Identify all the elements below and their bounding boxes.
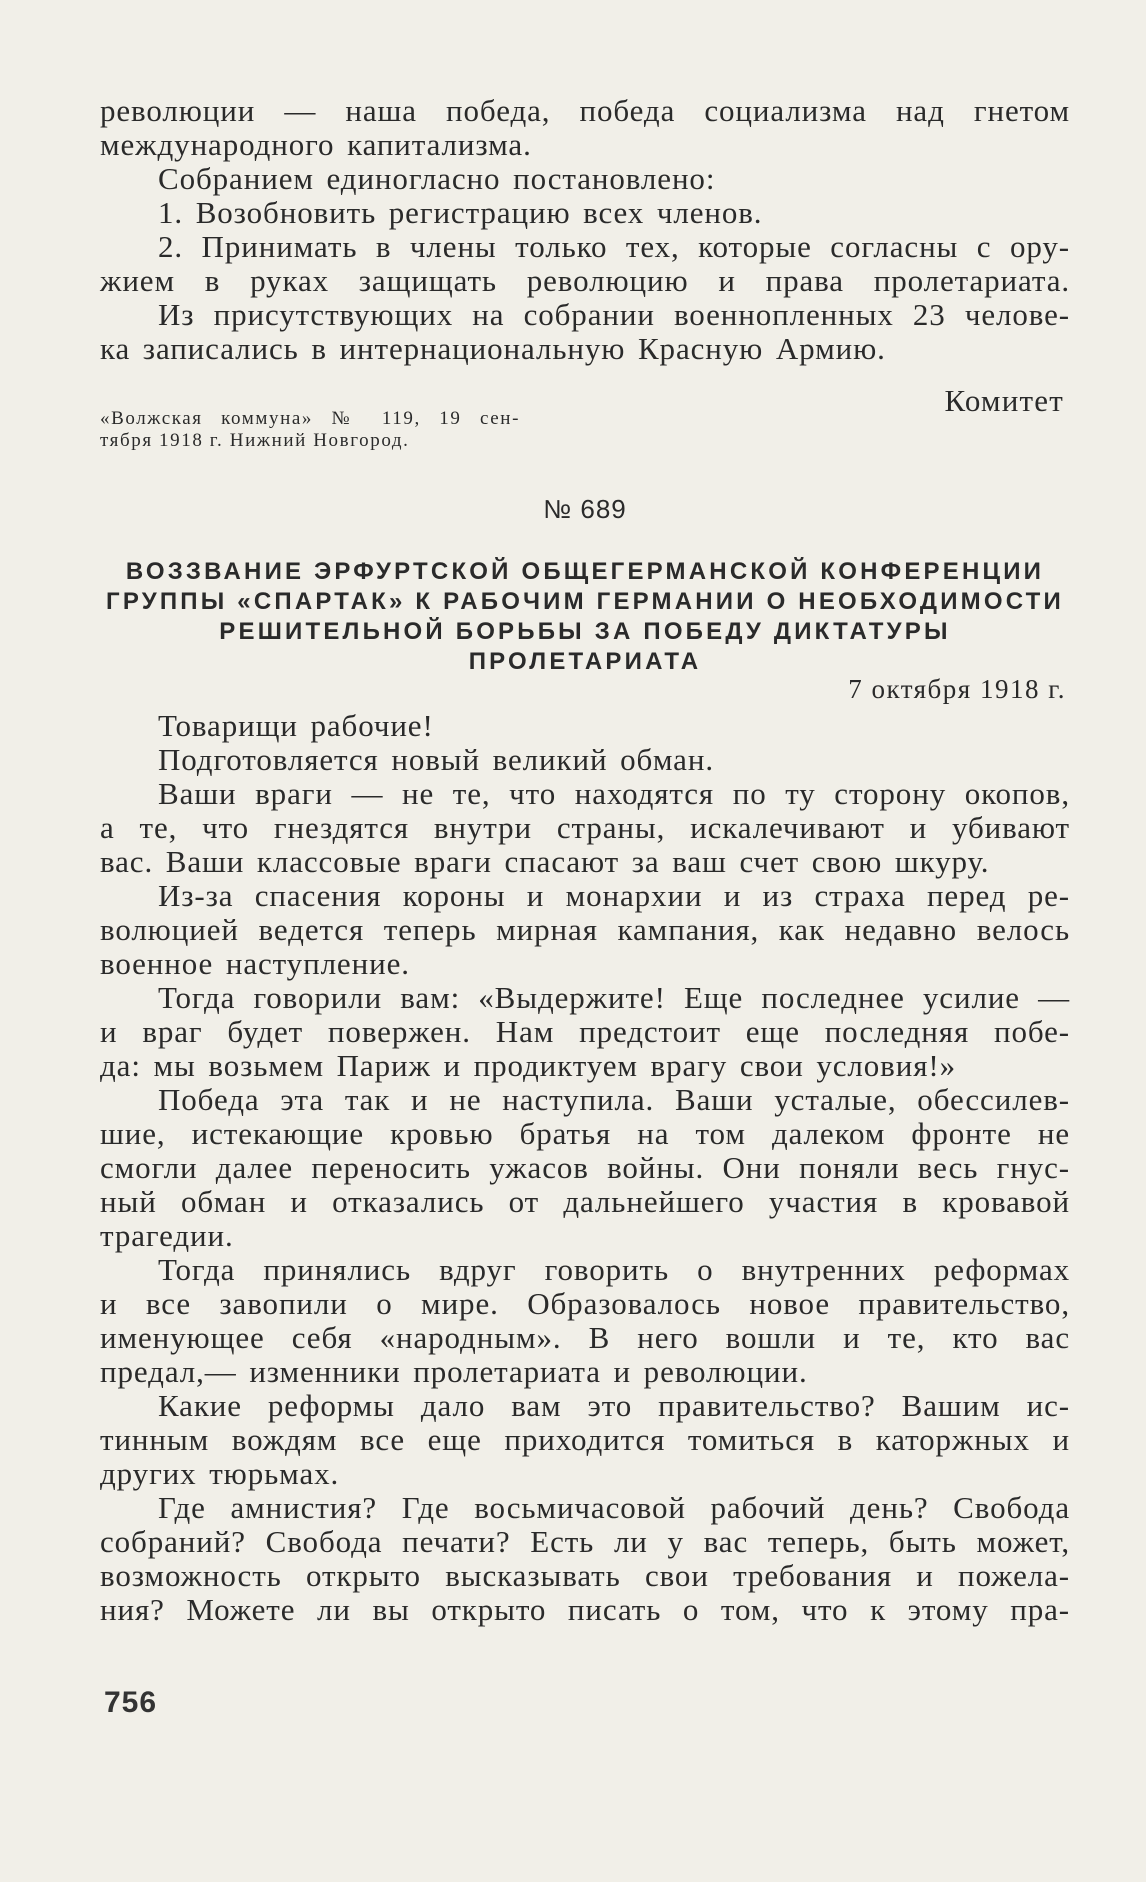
title-line: ГРУППЫ «СПАРТАК» К РАБОЧИМ ГЕРМАНИИ О НЕОБХОДИМОСТИ: [106, 588, 1064, 615]
intro-section: [100, 94, 1070, 366]
text-line: и враг будет повержен. Нам предстоит еще последняя побе-: [100, 1014, 1070, 1049]
text-line: 2. Принимать в члены только тех, которые согласны с ору-: [158, 229, 1070, 264]
text-line: возможность открыто высказывать свои требования и пожела-: [100, 1558, 1070, 1593]
text-line: Собранием единогласно постановлено:: [158, 161, 716, 196]
text-line: собраний? Свобода печати? Есть ли у вас теперь, быть может,: [100, 1524, 1070, 1559]
text-line: Ваши враги — не те, что находятся по ту сторону окопов,: [158, 776, 1070, 811]
text-line: именующее себя «народным». В него вошли и те, кто вас: [100, 1320, 1070, 1355]
text-line: ния? Можете ли вы открыто писать о том, что к этому пра-: [100, 1592, 1070, 1627]
text-line: 1. Возобновить регистрацию всех членов.: [158, 195, 763, 230]
text-line: Где амнистия? Где восьмичасовой рабочий день? Свобода: [158, 1490, 1070, 1525]
text-line: ка записались в интернациональную Красную Армию.: [100, 331, 886, 366]
title-line: ПРОЛЕТАРИАТА: [468, 648, 702, 675]
text-line: Победа эта так и не наступила. Ваши усталые, обессилев-: [158, 1082, 1070, 1117]
text-line: Подготовляется новый великий обман.: [158, 742, 714, 777]
text-line: Тогда говорили вам: «Выдержите! Еще последнее усилие —: [158, 980, 1070, 1015]
body-text: [100, 709, 1070, 1627]
title-line: ВОЗЗВАНИЕ ЭРФУРТСКОЙ ОБЩЕГЕРМАНСКОЙ КОНФЕРЕНЦИИ: [125, 558, 1045, 585]
signature: Комитет: [944, 383, 1064, 418]
document-date: 7 октября 1918 г.: [848, 674, 1066, 704]
text-line: трагедии.: [100, 1218, 234, 1253]
text-line: волюцией ведется теперь мирная кампания, как недавно велось: [100, 912, 1070, 947]
source-citation: [100, 408, 520, 452]
text-line: жием в руках защищать революцию и права пролетариата.: [100, 263, 1070, 298]
text-line: а те, что гнездятся внутри страны, искалечивают и убивают: [100, 810, 1070, 845]
document-title: [100, 557, 1070, 677]
text-line: тинным вождям все еще приходится томиться в каторжных и: [100, 1422, 1070, 1457]
text-line: смогли далее переносить ужасов войны. Они поняли весь гнус-: [100, 1150, 1070, 1185]
text-line: и все завопили о мире. Образовалось новое правительство,: [100, 1286, 1070, 1321]
title-line: РЕШИТЕЛЬНОЙ БОРЬБЫ ЗА ПОБЕДУ ДИКТАТУРЫ: [219, 618, 951, 645]
page-number: 756: [104, 1686, 158, 1719]
text-line: ный обман и отказались от дальнейшего участия в кровавой: [100, 1184, 1070, 1219]
text-line: Какие реформы дало вам это правительство? Вашим ис-: [158, 1388, 1070, 1423]
document-number: № 689: [543, 494, 627, 524]
document-page: [100, 94, 1070, 1627]
text-line: да: мы возьмем Париж и продиктуем врагу свои условия!»: [100, 1048, 956, 1083]
text-line: международного капитализма.: [100, 127, 532, 162]
source-line: «Волжская коммуна» № 119, 19 сен-: [100, 408, 520, 429]
text-line: военное наступление.: [100, 946, 410, 981]
text-line: предал,— изменники пролетариата и революции.: [100, 1354, 808, 1389]
text-line: Товарищи рабочие!: [158, 708, 434, 743]
text-line: Из присутствующих на собрании военнопленных 23 челове-: [158, 297, 1070, 332]
text-line: других тюрьмах.: [100, 1456, 340, 1491]
text-line: шие, истекающие кровью братья на том далеком фронте не: [100, 1116, 1070, 1151]
source-line: тября 1918 г. Нижний Новгород.: [100, 430, 410, 451]
text-line: Из-за спасения короны и монархии и из страха перед ре-: [158, 878, 1070, 913]
text-line: революции — наша победа, победа социализма над гнетом: [100, 93, 1070, 128]
text-line: Тогда принялись вдруг говорить о внутренних реформах: [158, 1252, 1070, 1287]
text-line: вас. Ваши классовые враги спасают за ваш счет свою шкуру.: [100, 844, 990, 879]
